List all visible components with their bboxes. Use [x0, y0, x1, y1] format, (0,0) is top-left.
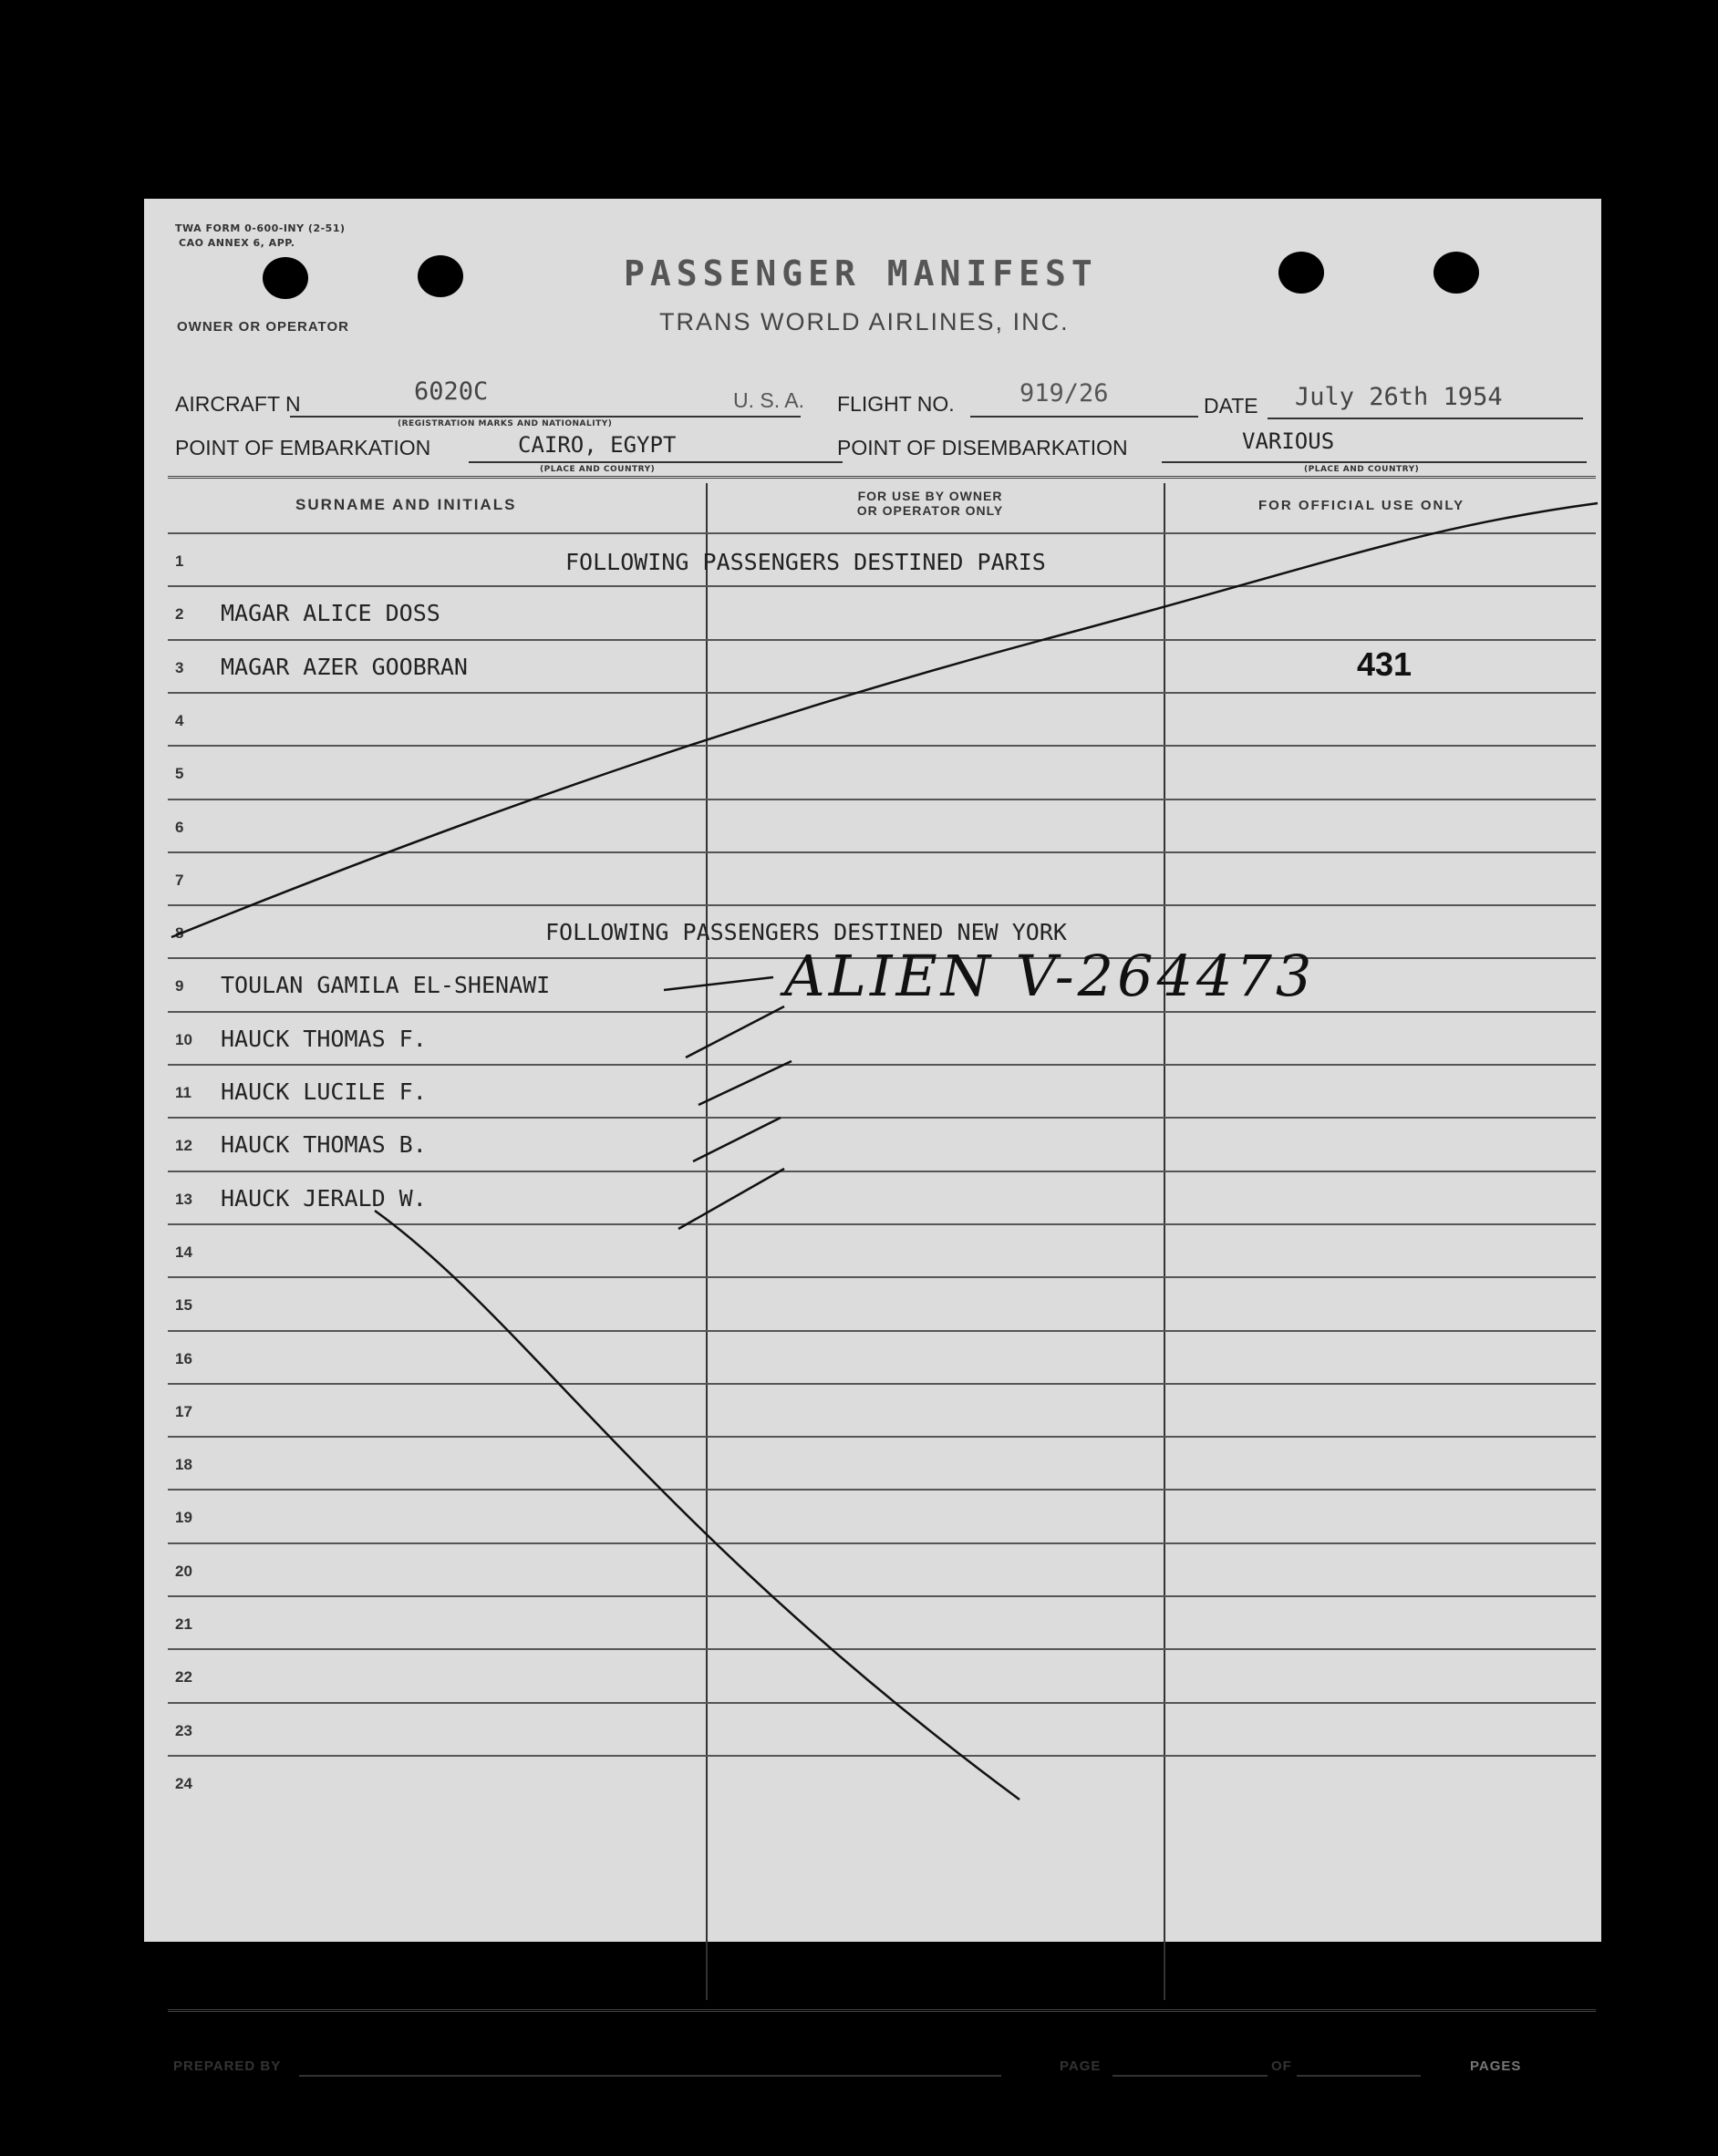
row-line: [168, 1436, 1596, 1438]
row-number: 10: [175, 1030, 192, 1048]
disembarkation-value: VARIOUS: [1242, 428, 1335, 454]
row-line: [168, 1595, 1596, 1597]
row-line: [168, 799, 1596, 800]
owner-use-line1: FOR USE BY OWNER: [857, 489, 1003, 503]
row-number: 9: [175, 977, 184, 995]
row-line: [168, 1171, 1596, 1172]
row-number: 23: [175, 1721, 192, 1739]
row-line: [168, 1117, 1596, 1119]
row-line: [168, 1755, 1596, 1757]
check-mark-11: [699, 1061, 792, 1105]
page-title: PASSENGER MANIFEST: [624, 253, 1098, 294]
row-number: 2: [175, 605, 184, 624]
row-line: [168, 904, 1596, 906]
row-line: [168, 1330, 1596, 1332]
disembarkation-label: POINT OF DISEMBARKATION: [837, 436, 1128, 459]
owner-operator-label: OWNER OR OPERATOR: [177, 319, 349, 335]
row-line: [168, 1223, 1596, 1225]
page-underline: [1113, 2075, 1268, 2077]
row-line: [168, 1064, 1596, 1066]
row-line: [168, 851, 1596, 853]
flight-value: 919/26: [1019, 379, 1109, 407]
check-mark-13: [678, 1169, 784, 1229]
row-line: [168, 1542, 1596, 1544]
row-number: 18: [175, 1456, 192, 1474]
of-underline: [1297, 2075, 1421, 2077]
row-number: 6: [175, 818, 184, 836]
punch-hole-4: [1433, 252, 1479, 294]
row-line: [168, 585, 1596, 587]
row-number: 21: [175, 1615, 192, 1633]
row-line: [168, 1702, 1596, 1704]
passenger-name: HAUCK THOMAS B.: [221, 1131, 427, 1159]
table-bottom-rule: [168, 2009, 1596, 2015]
usa-label: U. S. A.: [733, 388, 804, 412]
punch-hole-3: [1278, 252, 1324, 294]
alien-handwritten-note: ALIEN V-264473: [784, 943, 1316, 1009]
passenger-name: HAUCK JERALD W.: [221, 1184, 427, 1212]
passenger-name: MAGAR ALICE DOSS: [221, 600, 440, 627]
row-line: [168, 745, 1596, 747]
col-divider-2: [1164, 483, 1165, 2000]
disembarkation-sublabel: (PLACE AND COUNTRY): [1304, 465, 1420, 474]
airline-name: TRANS WORLD AIRLINES, INC.: [659, 308, 1070, 335]
row-line: [168, 1383, 1596, 1385]
embarkation-underline: [469, 461, 843, 463]
row-number: 14: [175, 1243, 192, 1261]
row-number: 8: [175, 924, 184, 943]
form-id-line1: TWA FORM 0-600-INY (2-51): [175, 222, 346, 234]
page-label: PAGE: [1060, 2058, 1102, 2074]
punch-hole-1: [263, 257, 308, 299]
aircraft-sublabel: (REGISTRATION MARKS AND NATIONALITY): [398, 419, 613, 428]
date-value: July 26th 1954: [1295, 383, 1503, 411]
row-number: 16: [175, 1349, 192, 1367]
punch-hole-2: [418, 255, 463, 297]
row-number: 12: [175, 1137, 192, 1155]
check-mark-9: [664, 977, 773, 990]
stamp-number: 431: [1357, 645, 1413, 683]
row-number: 3: [175, 658, 184, 676]
passenger-name: MAGAR AZER GOOBRAN: [221, 653, 468, 680]
col-header-official-use: FOR OFFICIAL USE ONLY: [1258, 498, 1465, 513]
prepared-by-label: PREPARED BY: [173, 2058, 282, 2074]
section-heading-paris: FOLLOWING PASSENGERS DESTINED PARIS: [565, 549, 1046, 575]
embarkation-value: CAIRO, EGYPT: [518, 432, 677, 458]
row-line: [168, 692, 1596, 694]
passenger-name: TOULAN GAMILA EL-SHENAWI: [221, 972, 551, 999]
col-header-surname: SURNAME AND INITIALS: [295, 496, 517, 513]
row-number: 17: [175, 1402, 192, 1420]
row-number: 15: [175, 1296, 192, 1315]
row-line: [168, 1489, 1596, 1491]
manifest-sheet: [144, 199, 1601, 2074]
row-number: 7: [175, 871, 184, 889]
diagonal-strike-bottom: [375, 1211, 1019, 1800]
row-number: 13: [175, 1190, 192, 1208]
passenger-name: HAUCK LUCILE F.: [221, 1078, 427, 1105]
embarkation-label: POINT OF EMBARKATION: [175, 436, 431, 459]
row-number: 22: [175, 1668, 192, 1687]
row-number: 11: [175, 1084, 191, 1101]
form-id-line2: CAO ANNEX 6, APP.: [179, 237, 295, 249]
prepared-by-underline: [299, 2075, 1001, 2077]
row-number: 4: [175, 711, 184, 729]
embarkation-sublabel: (PLACE AND COUNTRY): [540, 465, 656, 474]
aircraft-underline: [290, 416, 801, 418]
row-number: 19: [175, 1509, 192, 1527]
aircraft-value: 6020C: [414, 377, 489, 406]
flight-underline: [970, 416, 1198, 418]
row-line: [168, 532, 1596, 534]
row-number: 20: [175, 1562, 192, 1580]
col-header-owner-use: [839, 489, 1021, 518]
table-top-rule: [168, 476, 1596, 481]
row-number: 1: [175, 552, 184, 570]
row-line: [168, 1011, 1596, 1013]
section-heading-new-york: FOLLOWING PASSENGERS DESTINED NEW YORK: [545, 919, 1067, 945]
disembarkation-underline: [1162, 461, 1587, 463]
row-line: [168, 1648, 1596, 1650]
flight-label: FLIGHT NO.: [837, 392, 955, 416]
aircraft-label: AIRCRAFT N: [175, 392, 301, 416]
row-number: 24: [175, 1774, 192, 1792]
pages-label: PAGES: [1470, 2058, 1522, 2074]
of-label: OF: [1271, 2058, 1292, 2074]
col-divider-1: [706, 483, 708, 2000]
date-label: DATE: [1204, 394, 1258, 418]
owner-use-line2: OR OPERATOR ONLY: [856, 503, 1004, 518]
row-line: [168, 1276, 1596, 1278]
row-number: 5: [175, 765, 184, 783]
row-line: [168, 639, 1596, 641]
passenger-name: HAUCK THOMAS F.: [221, 1025, 427, 1052]
check-mark-10: [686, 1006, 784, 1057]
date-underline: [1268, 418, 1583, 419]
